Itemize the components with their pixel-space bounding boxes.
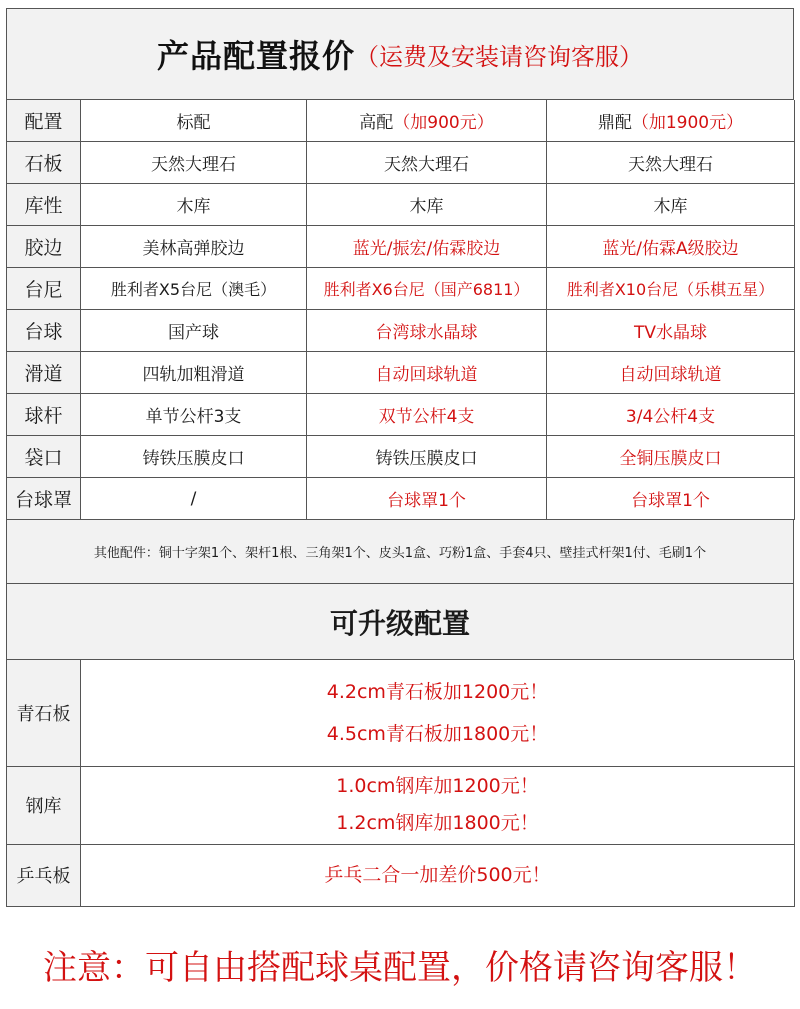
row-label: 袋口 (7, 436, 81, 478)
upgrade-options (81, 660, 795, 766)
cell-high: 台湾球水晶球 (307, 310, 547, 352)
row-label: 台尼 (7, 268, 81, 310)
spec-header-row (7, 100, 795, 142)
row-label: 台球罩 (7, 478, 81, 520)
cell-high: 自动回球轨道 (307, 352, 547, 394)
upgrade-row (7, 766, 795, 844)
title-band (6, 8, 794, 100)
cell-top: TV水晶球 (547, 310, 795, 352)
table-row (7, 184, 795, 226)
cell-high: 木库 (307, 184, 547, 226)
price-sheet (6, 8, 794, 907)
row-label: 库性 (7, 184, 81, 226)
cell-top: 天然大理石 (547, 142, 795, 184)
header-config-label: 配置 (7, 100, 81, 142)
row-label: 球杆 (7, 394, 81, 436)
table-row (7, 268, 795, 310)
upgrade-label: 钢库 (7, 766, 81, 844)
cell-standard: 单节公杆3支 (81, 394, 307, 436)
table-row (7, 310, 795, 352)
table-row (7, 142, 795, 184)
row-label: 石板 (7, 142, 81, 184)
cell-high: 双节公杆4支 (307, 394, 547, 436)
upgrade-row (7, 660, 795, 766)
table-row (7, 436, 795, 478)
page-title: 产品配置报价 (156, 37, 355, 75)
contact-notice (0, 940, 800, 989)
upgrade-title-band (6, 584, 794, 660)
row-label: 滑道 (7, 352, 81, 394)
upgrade-options (81, 844, 795, 906)
notice-text: 注意：可自由搭配球桌配置，价格请咨询客服！ (43, 948, 757, 988)
upgrade-option: 1.0cm钢库加1200元！ (336, 775, 539, 797)
table-row (7, 352, 795, 394)
table-row (7, 478, 795, 520)
cell-top: 全铜压膜皮口 (547, 436, 795, 478)
cell-top: 3/4公杆4支 (547, 394, 795, 436)
cell-high: 铸铁压膜皮口 (307, 436, 547, 478)
cell-high: 蓝光/振宏/佑霖胶边 (307, 226, 547, 268)
upgrade-title: 可升级配置 (329, 606, 470, 640)
upgrade-label: 乒乓板 (7, 844, 81, 906)
header-top-extra: （加1900元） (631, 113, 744, 133)
shipping-note: 运费及安装请咨询客服 (379, 42, 619, 71)
cell-standard: 铸铁压膜皮口 (81, 436, 307, 478)
header-top-name: 鼎配 (597, 113, 632, 133)
accessories-note (6, 520, 794, 584)
cell-top: 胜利者X10台尼（乐棋五星） (547, 268, 795, 310)
title-paren-close: ） (619, 42, 643, 71)
header-top (547, 100, 795, 142)
row-label: 胶边 (7, 226, 81, 268)
cell-standard: 美林高弹胶边 (81, 226, 307, 268)
upgrade-options (81, 766, 795, 844)
cell-top: 蓝光/佑霖A级胶边 (547, 226, 795, 268)
cell-top: 自动回球轨道 (547, 352, 795, 394)
cell-standard: 四轨加粗滑道 (81, 352, 307, 394)
header-high (307, 100, 547, 142)
cell-top: 木库 (547, 184, 795, 226)
cell-standard: 胜利者X5台尼（澳毛） (81, 268, 307, 310)
cell-standard: 木库 (81, 184, 307, 226)
cell-high: 胜利者X6台尼（国产6811） (307, 268, 547, 310)
upgrade-row (7, 844, 795, 906)
cell-top: 台球罩1个 (547, 478, 795, 520)
cell-standard: 国产球 (81, 310, 307, 352)
spec-table (6, 100, 795, 520)
header-standard: 标配 (81, 100, 307, 142)
upgrade-option: 4.5cm青石板加1800元！ (326, 722, 549, 745)
table-row (7, 394, 795, 436)
upgrade-label: 青石板 (7, 660, 81, 766)
cell-high: 台球罩1个 (307, 478, 547, 520)
upgrade-option: 乒乓二合一加差价500元！ (324, 864, 551, 886)
cell-standard: / (81, 478, 307, 520)
upgrade-table (6, 660, 795, 907)
upgrade-option: 4.2cm青石板加1200元！ (326, 680, 549, 703)
table-row (7, 226, 795, 268)
header-high-extra: （加900元） (393, 113, 494, 133)
title-paren-open: （ (355, 42, 379, 71)
header-high-name: 高配 (359, 113, 394, 133)
row-label: 台球 (7, 310, 81, 352)
accessories-text: 其他配件：铜十字架1个、架杆1根、三角架1个、皮头1盒、巧粉1盒、手套4只、壁挂式杆架1付、毛刷1个 (93, 546, 707, 561)
cell-standard: 天然大理石 (81, 142, 307, 184)
cell-high: 天然大理石 (307, 142, 547, 184)
upgrade-option: 1.2cm钢库加1800元！ (336, 812, 539, 834)
